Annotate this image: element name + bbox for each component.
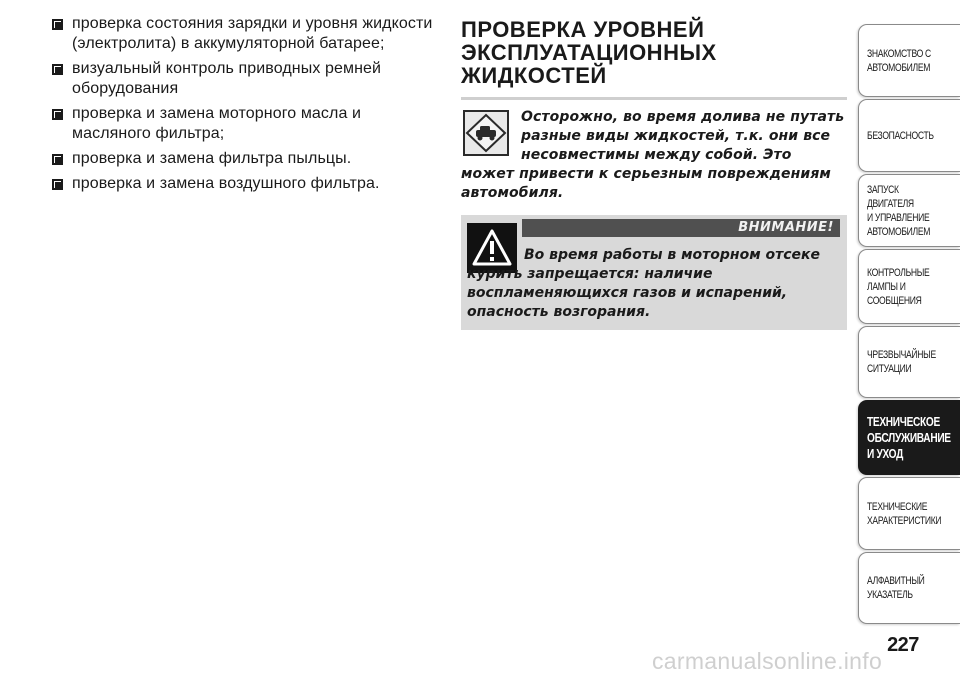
checkbox-bullet-icon [52, 19, 63, 30]
section-title: ПРОВЕРКА УРОВНЕЙ ЭКСПЛУАТАЦИОННЫХ ЖИДКОСТЕЙ [461, 17, 717, 88]
checkbox-bullet-icon [52, 179, 63, 190]
warning-heading: ВНИМАНИЕ! [522, 219, 840, 237]
tab-index[interactable]: АЛФАВИТНЫЙ УКАЗАТЕЛЬ [858, 552, 960, 624]
tab-emergency[interactable]: ЧРЕЗВЫЧАЙНЫЕ СИТУАЦИИ [858, 326, 960, 398]
caution-note [461, 100, 847, 203]
tab-introduction[interactable]: ЗНАКОМСТВО С АВТОМОБИЛЕМ [858, 24, 960, 97]
checkbox-bullet-icon [52, 154, 63, 165]
tab-maintenance[interactable]: ТЕХНИЧЕСКОЕ ОБСЛУЖИВАНИЕ И УХОД [858, 400, 960, 475]
maintenance-checklist [48, 14, 440, 199]
checkbox-bullet-icon [52, 64, 63, 75]
list-item: проверка состояния зарядки и уровня жидкости (электролита) в аккумуляторной батарее; [48, 14, 440, 54]
list-item: визуальный контроль приводных ремней оборудования [48, 59, 440, 99]
fluid-levels-section [461, 17, 847, 320]
caution-text: Осторожно, во время долива не путать разные виды жидкостей, т.к. они все несовместимы между собой. Это может привести к серьезным повреждениям автомобиля. [461, 109, 845, 201]
vehicle-caution-icon [463, 110, 509, 156]
checkbox-bullet-icon [52, 109, 63, 120]
tab-technical-specifications[interactable]: ТЕХНИЧЕСКИЕ ХАРАКТЕРИСТИКИ [858, 477, 960, 550]
list-item: проверка и замена воздушного фильтра. [48, 174, 440, 194]
bullet-list [48, 14, 440, 194]
warning-text: Во время работы в моторном отсеке курить запрещается: наличие воспламеняющихся газов и испарений, опасность возгорания. [467, 247, 821, 320]
watermark: carmanualsonline.info [652, 648, 883, 674]
chapter-tabs [858, 24, 960, 601]
list-item: проверка и замена моторного масла и масляного фильтра; [48, 104, 440, 144]
tab-warning-lights[interactable]: КОНТРОЛЬНЫЕ ЛАМПЫ И СООБЩЕНИЯ [858, 249, 960, 324]
tab-safety[interactable]: БЕЗОПАСНОСТЬ [858, 99, 960, 172]
warning-box [461, 215, 847, 330]
tab-starting-and-driving[interactable]: ЗАПУСК ДВИГАТЕЛЯ И УПРАВЛЕНИЕ АВТОМОБИЛЕМ [858, 174, 960, 247]
page-number: 227 [887, 634, 919, 656]
list-item: проверка и замена фильтра пыльцы. [48, 149, 440, 169]
